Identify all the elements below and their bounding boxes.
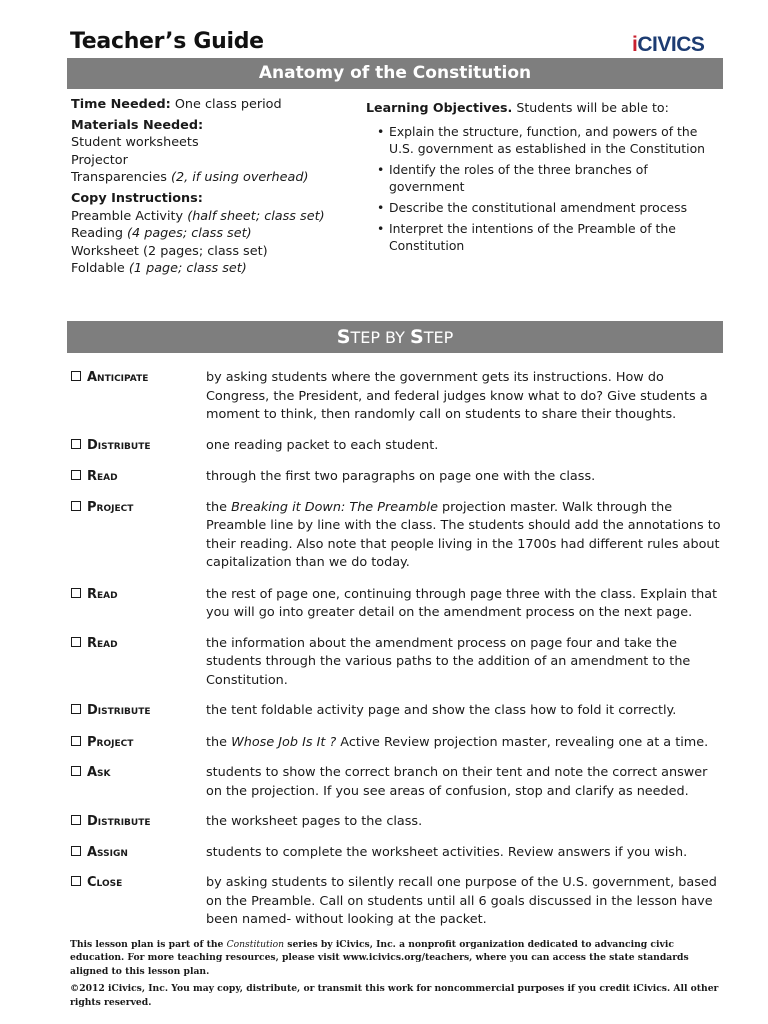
objectives-list: [366, 123, 726, 255]
step-row: [71, 586, 727, 623]
materials-item: Projector: [71, 152, 128, 168]
step-row: [71, 437, 727, 456]
step-by-step-band: STEP BY STEP: [67, 321, 723, 353]
materials-list: [71, 134, 351, 187]
materials-label: Materials Needed:: [71, 117, 204, 133]
step-description: through the first two paragraphs on page one with the class.: [206, 469, 596, 484]
checkbox-icon[interactable]: [71, 588, 81, 598]
step-verb: Read: [87, 469, 118, 484]
copy-item: Preamble Activity (half sheet; class set): [71, 208, 325, 224]
checkbox-icon[interactable]: [71, 766, 81, 776]
step-verb: Ask: [87, 765, 111, 780]
step-description: by asking students to silently recall one purpose of the U.S. government, based on the Preamble. Call on students until all 6 goals discussed in the lesson have been named- without looking at the packet.: [206, 875, 717, 927]
checkbox-icon[interactable]: [71, 876, 81, 886]
copy-instructions-label: Copy Instructions:: [71, 190, 203, 206]
step-row: [71, 468, 727, 487]
series-note: This lesson plan is part of the Constitution series by iCivics, Inc. a nonprofit organization dedicated to advancing civic education. For more teaching resources, please visit www.icivics.org/teachers, where you can access the state standards aligned to this lesson plan.: [70, 939, 689, 977]
objectives-intro: Students will be able to:: [512, 100, 669, 115]
materials-item: Student worksheets: [71, 135, 199, 151]
step-description: the tent foldable activity page and show the class how to fold it correctly.: [206, 703, 677, 718]
lesson-info: [71, 96, 351, 278]
step-verb: Close: [87, 875, 123, 890]
objective-item: • Describe the constitutional amendment process: [366, 199, 726, 217]
step-verb: Project: [87, 734, 134, 750]
checkbox-icon[interactable]: [71, 637, 81, 647]
copy-item: Reading (4 pages; class set): [71, 226, 252, 242]
footer-notice: [70, 938, 720, 1009]
copy-item: Foldable (1 page; class set): [71, 261, 247, 277]
step-description: the information about the amendment process on page four and take the students through the various paths to the addition of an amendment to the Constitution.: [206, 635, 691, 688]
step-row: [71, 499, 727, 573]
step-verb: Anticipate: [87, 370, 149, 385]
objective-item: • Identify the roles of the three branches of government: [366, 161, 726, 196]
step-row: [71, 635, 727, 691]
step-row: [71, 874, 727, 930]
step-description: the Whose Job Is It ? Active Review projection master, revealing one at a time.: [206, 734, 709, 750]
learning-objectives: [366, 99, 726, 258]
checkbox-icon[interactable]: [71, 815, 81, 825]
step-row: [71, 734, 727, 753]
step-row: [71, 844, 727, 863]
step-description: students to show the correct branch on their tent and note the correct answer on the projection. If you see areas of confusion, stop and clarify as needed.: [206, 765, 708, 799]
step-row: [71, 813, 727, 832]
checkbox-icon[interactable]: [71, 736, 81, 746]
copy-list: [71, 208, 351, 278]
copyright-line: ©2012 iCivics, Inc. You may copy, distribute, or transmit this work for noncommercial purposes if you credit iCivics. All other rights reserved.: [70, 983, 719, 1008]
objectives-heading: [366, 99, 726, 117]
time-value: One class period: [174, 97, 282, 112]
step-description: the Breaking it Down: The Preamble projection master. Walk through the Preamble line by line with the class. The students should add the annotations to their reading. Also note that people living in the 1700s had different rules about capitalization than we do today.: [206, 499, 721, 570]
step-verb: Read: [87, 586, 118, 602]
step-description: the worksheet pages to the class.: [206, 814, 423, 829]
step-description: by asking students where the government gets its instructions. How do Congress, the President, and federal judges know what to do? Give students a moment to think, then randomly call on students to share their thoughts.: [206, 370, 708, 422]
step-row: [71, 764, 727, 801]
step-verb: Project: [87, 499, 134, 515]
materials-item: Transparencies (2, if using overhead): [71, 170, 309, 186]
checkbox-icon[interactable]: [71, 846, 81, 856]
step-description: students to complete the worksheet activities. Review answers if you wish.: [206, 844, 688, 860]
step-row: [71, 702, 727, 721]
step-description: the rest of page one, continuing through page three with the class. Explain that you will go into greater detail on the amendment process on the next page.: [206, 586, 718, 620]
step-verb: Distribute: [87, 703, 151, 718]
step-verb: Read: [87, 635, 118, 651]
checkbox-icon[interactable]: [71, 470, 81, 480]
step-description: one reading packet to each student.: [206, 437, 439, 453]
copy-item: Worksheet (2 pages; class set): [71, 243, 268, 259]
time-label: Time Needed:: [71, 97, 171, 112]
lesson-title-band: Anatomy of the Constitution: [67, 58, 723, 89]
checkbox-icon[interactable]: [71, 371, 81, 381]
objectives-label: Learning Objectives.: [366, 100, 513, 115]
icivics-logo: iCIVICS: [632, 33, 705, 56]
checkbox-icon[interactable]: [71, 501, 81, 511]
checkbox-icon[interactable]: [71, 439, 81, 449]
objective-item: • Interpret the intentions of the Preamble of the Constitution: [366, 220, 726, 255]
page-title: Teacher’s Guide: [70, 29, 264, 54]
objective-item: • Explain the structure, function, and powers of the U.S. government as established in the Constitution: [366, 123, 726, 158]
step-verb: Distribute: [87, 437, 151, 453]
time-needed: [71, 96, 351, 114]
checkbox-icon[interactable]: [71, 704, 81, 714]
step-verb: Assign: [87, 844, 128, 860]
step-verb: Distribute: [87, 814, 151, 829]
step-row: [71, 369, 727, 425]
steps-list: [71, 369, 727, 930]
